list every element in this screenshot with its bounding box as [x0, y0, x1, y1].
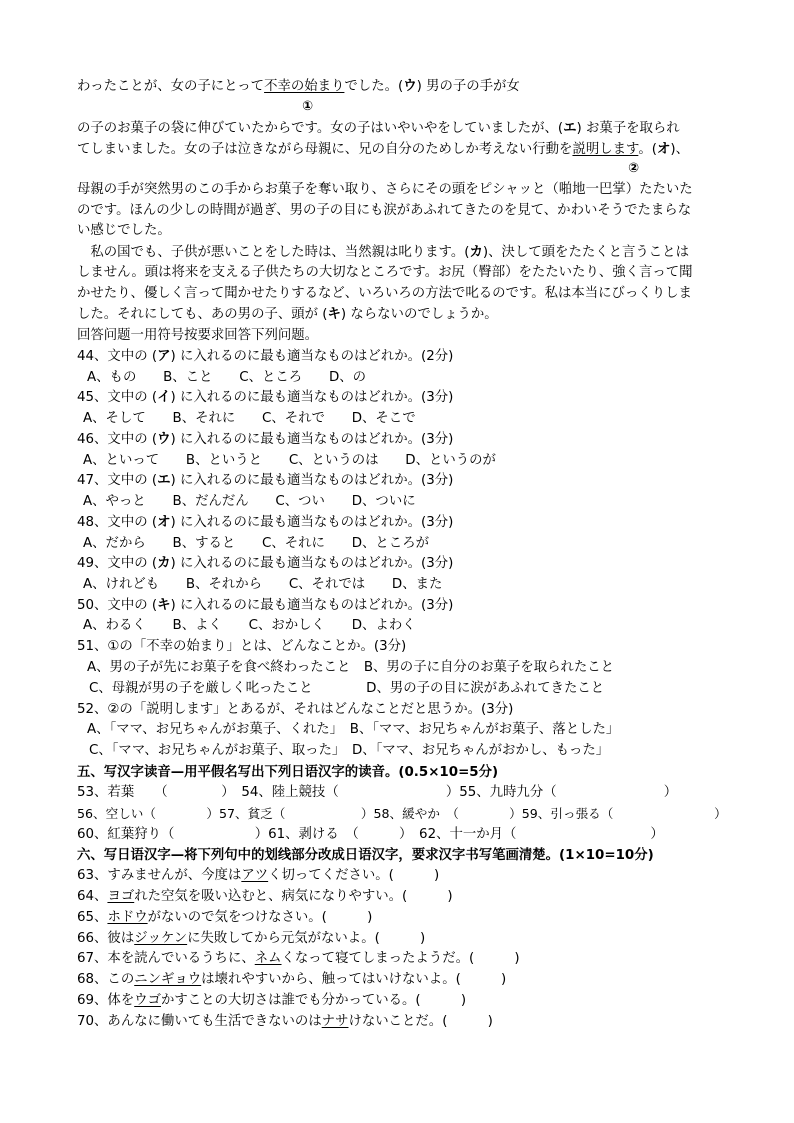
section-5-title: 五、写汉字读音—用平假名写出下列日语汉字的读音。(0.5×10=5分) — [77, 765, 499, 780]
sentence-69: 69、体をウゴかすことの大切さは誰でも分かっている。( ) — [77, 993, 467, 1008]
passage-line-10: した。それにしても、あの男の子、頭が (キ) ならないのでしょうか。 — [77, 307, 498, 322]
question-47-options: A、やっと B、だんだん C、つい D、ついに — [83, 494, 416, 509]
question-44: 44、文中の (ア) に入れるのに最も適当なものはどれか。(2分) — [77, 349, 454, 364]
question-52-options-2: C、「ママ、お兄ちゃんがお菓子、取った」 D、「ママ、お兄ちゃんがおかし、もった」 — [89, 743, 610, 758]
question-48-options: A、だから B、すると C、それに D、ところが — [83, 536, 429, 551]
section-5-row-3: 60、紅葉狩り（ ）61、剥ける （ ） 62、十一か月（ ） — [77, 827, 664, 842]
passage-line-4: 母親の手が突然男のこの手からお菓子を奪い取り、さらにその頭をピシャッと（啪地一巴掌）たたいた — [77, 182, 693, 197]
question-49-options: A、けれども B、それから C、それでは D、また — [83, 577, 443, 592]
question-46: 46、文中の (ウ) に入れるのに最も適当なものはどれか。(3分) — [77, 432, 454, 447]
instruction: 回答问题一用符号按要求回答下列问题。 — [77, 328, 319, 343]
question-45: 45、文中の (イ) に入れるのに最も適当なものはどれか。(3分) — [77, 390, 454, 405]
sentence-65: 65、ホドウがないので気をつけなさい。( ) — [77, 910, 373, 925]
passage-line-2: の子のお菓子の袋に伸びていたからです。女の子はいやいやをしていましたが、(エ) お菓子を取られ — [77, 121, 680, 136]
section-5-row-2: 56、空しい（ ）57、貧乏（ ）58、緩やか （ ）59、引っ張る（ ） — [77, 806, 727, 821]
question-46-options: A、といって B、というと C、というのは D、というのが — [83, 453, 496, 468]
question-51-options-2: C、母親が男の子を厳しく叱ったこと D、男の子の目に涙があふれてきたこと — [89, 681, 605, 696]
sentence-70: 70、あんなに働いても生活できないのはナサけないことだ。( ) — [77, 1014, 493, 1029]
underlined-phrase-2: 説明します — [572, 142, 639, 157]
question-47: 47、文中の (エ) に入れるのに最も適当なものはどれか。(3分) — [77, 473, 454, 488]
passage-line-5: のです。ほんの少しの時間が過ぎ、男の子の目にも涙があふれてきたのを見て、かわいそうでたまらな — [77, 203, 692, 218]
sentence-68: 68、このニンギョウは壊れやすいから、触ってはいけないよ。( ) — [77, 972, 507, 987]
sentence-63: 63、すみませんが、今度はアツく切ってください。( ) — [77, 868, 440, 883]
question-45-options: A、そして B、それに C、それで D、そこで — [83, 411, 416, 426]
marker-2: ② — [628, 161, 640, 176]
question-52: 52、②の「説明します」とあるが、それはどんなことだと思うか。(3分) — [77, 702, 514, 717]
marker-1: ① — [302, 99, 314, 114]
sentence-64: 64、ヨゴれた空気を吸い込むと、病気になりやすい。( ) — [77, 889, 453, 904]
question-50: 50、文中の (キ) に入れるのに最も適当なものはどれか。(3分) — [77, 598, 454, 613]
question-52-options-1: A、「ママ、お兄ちゃんがお菓子、くれた」 B、「ママ、お兄ちゃんがお菓子、落とした」 — [87, 722, 620, 737]
passage-line-9: かせたり、優しく言って聞かせたりするなど、いろいろの方法で叱るのです。私は本当にびっくりしま — [77, 286, 692, 301]
section-6-title: 六、写日语汉字—将下列句中的划线部分改成日语汉字，要求汉字书写笔画清楚。(1×10=10分) — [77, 848, 654, 863]
question-51: 51、①の「不幸の始まり」とは、どんなことか。(3分) — [77, 639, 407, 654]
section-5-row-1: 53、若葉 （ ） 54、陸上競技（ ）55、九時九分（ ） — [77, 785, 678, 800]
question-48: 48、文中の (オ) に入れるのに最も適当なものはどれか。(3分) — [77, 515, 454, 530]
sentence-66: 66、彼はジッケンに失敗してから元気がないよ。( ) — [77, 931, 426, 946]
question-49: 49、文中の (カ) に入れるのに最も適当なものはどれか。(3分) — [77, 556, 454, 571]
passage-line-1: わったことが、女の子にとって不幸の始まりでした。(ウ) 男の子の手が女 — [77, 79, 520, 94]
question-51-options-1: A、男の子が先にお菓子を食べ終わったこと B、男の子に自分のお菓子を取られたこと — [87, 660, 615, 675]
question-44-options: A、もの B、こと C、ところ D、の — [87, 370, 367, 385]
passage-line-7: 私の国でも、子供が悪いことをした時は、当然親は叱ります。(カ)、決して頭をたたくと言うことは — [77, 245, 689, 260]
passage-line-8: しません。頭は将来を支える子供たちの大切なところです。お尻（臀部）をたたいたり、強く言って聞 — [77, 265, 693, 280]
passage-line-3: てしまいました。女の子は泣きながら母親に、兄の自分のためしか考えない行動を説明します。(オ)、 — [77, 142, 689, 157]
underlined-phrase-1: 不幸の始まり — [264, 79, 345, 94]
question-50-options: A、わるく B、よく C、おかしく D、よわく — [83, 618, 416, 633]
sentence-67: 67、本を読んでいるうちに、ネムくなって寝てしまったようだ。( ) — [77, 951, 520, 966]
passage-line-6: い感じでした。 — [77, 223, 171, 238]
